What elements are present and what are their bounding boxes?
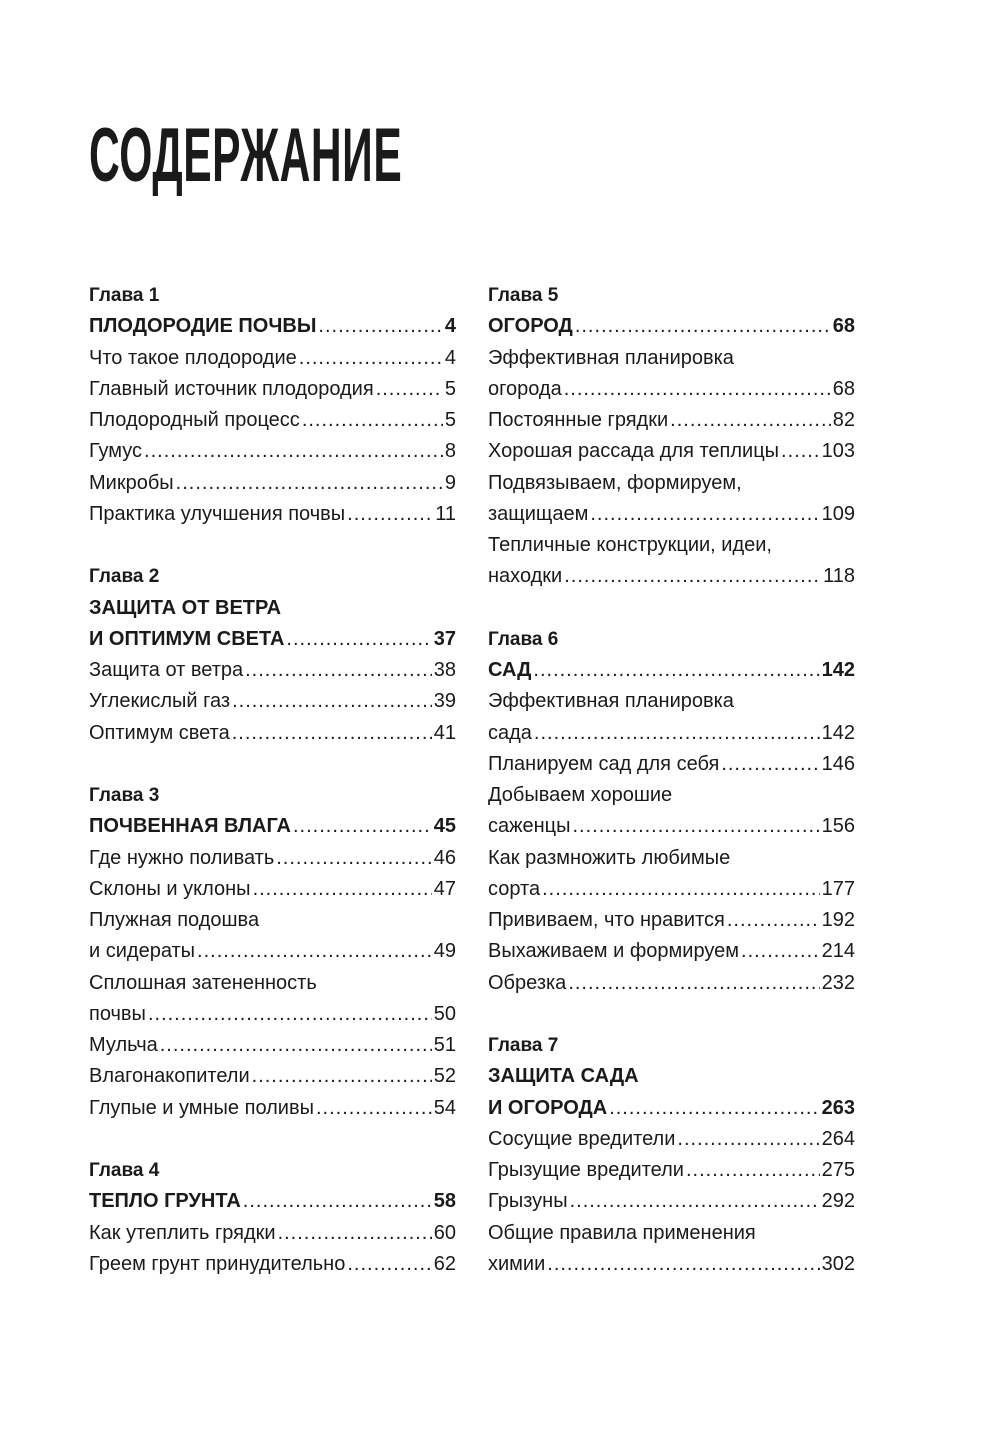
chapter-label	[488, 624, 855, 655]
chapter-label-text: Глава 1	[89, 285, 160, 306]
toc-entry-text: Влагонакопители	[89, 1065, 250, 1088]
page-number: 37	[433, 627, 456, 650]
chapter-title-text: ПОЧВЕННАЯ ВЛАГА	[89, 815, 291, 838]
page-number: 4	[444, 346, 456, 369]
dot-leader	[144, 436, 443, 467]
toc-entry	[488, 843, 855, 874]
toc-entry-text: химии	[488, 1252, 546, 1275]
toc-entry-text: Эффективная планировка	[488, 690, 734, 713]
chapter-title-text: ЗАЩИТА САДА	[488, 1065, 639, 1088]
chapter-label	[488, 1030, 855, 1061]
page-number: 156	[821, 815, 855, 838]
toc-entry-text: Выхаживаем и формируем	[488, 940, 740, 963]
page-number: 142	[821, 721, 855, 744]
dot-leader	[252, 1061, 432, 1092]
page-number: 46	[433, 846, 456, 869]
dot-leader	[721, 749, 819, 780]
dot-leader	[781, 436, 820, 467]
toc-chapter	[488, 999, 855, 1280]
toc-entry	[488, 780, 855, 811]
dot-leader	[293, 811, 432, 842]
chapter-label-text: Глава 2	[89, 566, 160, 588]
toc-entry-text: Гумус	[89, 440, 143, 463]
toc-chapter	[89, 280, 456, 530]
dot-leader	[160, 1030, 432, 1061]
toc-entry-text: Прививаем, что нравится	[488, 909, 725, 931]
page-number: 47	[433, 877, 456, 900]
chapter-title	[89, 811, 456, 842]
chapter-title-text: И ОПТИМУМ СВЕТА	[89, 627, 285, 650]
dot-leader	[286, 624, 431, 655]
page-number: 192	[821, 909, 855, 931]
dot-leader	[533, 655, 819, 686]
dot-leader	[302, 405, 443, 436]
chapter-title-text: ЗАЩИТА ОТ ВЕТРА	[89, 596, 282, 619]
page-number: 177	[821, 877, 855, 900]
toc-entry-text: Глупые и умные поливы	[89, 1096, 314, 1119]
dot-leader	[570, 1186, 820, 1217]
toc-chapter	[89, 1124, 456, 1280]
dot-leader	[534, 718, 820, 749]
toc-entry	[488, 686, 855, 717]
page-number: 5	[444, 377, 456, 400]
toc-entry-text: Тепличные конструкции, идеи,	[488, 534, 772, 556]
chapter-title-text: ПЛОДОРОДИЕ ПОЧВЫ	[89, 315, 317, 338]
page-number: 58	[433, 1190, 456, 1213]
toc-entry	[488, 405, 855, 436]
page-number: 39	[433, 690, 456, 713]
toc-entry-text: Где нужно поливать	[89, 846, 275, 869]
dot-leader	[276, 843, 432, 874]
toc-chapter	[89, 530, 456, 749]
toc-entry-text: Сосущие вредители	[488, 1127, 676, 1150]
dot-leader	[542, 874, 820, 905]
toc-entry-text: Эффективная планировка	[488, 346, 734, 369]
toc-entry	[89, 1249, 456, 1280]
toc-entry-text: защищаем	[488, 502, 589, 525]
chapter-title	[488, 311, 855, 342]
page-number: 292	[821, 1190, 855, 1213]
toc-entry	[488, 905, 855, 936]
spacer	[488, 593, 855, 624]
chapter-title-text: ОГОРОД	[488, 315, 573, 338]
page-number: 50	[433, 1002, 456, 1025]
toc-entry	[89, 436, 456, 467]
toc-entry	[488, 1155, 855, 1186]
toc-entry	[488, 749, 855, 780]
chapter-title	[89, 311, 456, 342]
dot-leader	[727, 905, 820, 936]
toc-entry-text: Защита от ветра	[89, 659, 244, 681]
spacer	[488, 999, 855, 1030]
toc-entry	[488, 718, 855, 749]
chapter-title	[488, 1061, 855, 1092]
chapter-title-text: И ОГОРОДА	[488, 1096, 608, 1119]
toc-entry-text: Главный источник плодородия	[89, 377, 374, 400]
page-number: 302	[821, 1252, 855, 1275]
dot-leader	[148, 999, 432, 1030]
toc-entry	[488, 1124, 855, 1155]
dot-leader	[741, 936, 820, 967]
page-number: 103	[821, 440, 855, 463]
dot-leader	[299, 343, 443, 374]
page-number: 62	[433, 1252, 456, 1275]
dot-leader	[376, 374, 443, 405]
page-number: 146	[821, 752, 855, 775]
chapter-label-text: Глава 3	[89, 785, 160, 806]
toc-entry	[488, 874, 855, 905]
toc-entry-text: сорта	[488, 877, 541, 900]
dot-leader	[316, 1093, 432, 1124]
page-number: 8	[444, 440, 456, 463]
toc-entry	[488, 436, 855, 467]
spacer	[89, 749, 456, 780]
chapter-title-text: САД	[488, 659, 532, 681]
toc-entry	[488, 968, 855, 999]
toc-entry-text: саженцы	[488, 815, 571, 838]
toc-entry-text: Постоянные грядки	[488, 409, 669, 431]
chapter-title	[488, 1093, 855, 1124]
dot-leader	[232, 718, 432, 749]
chapter-label	[89, 1155, 456, 1186]
toc-entry-text: сада	[488, 721, 532, 744]
dot-leader	[677, 1124, 819, 1155]
chapter-title	[488, 655, 855, 686]
dot-leader	[347, 1249, 431, 1280]
toc-entry	[89, 468, 456, 499]
page-number: 275	[821, 1159, 855, 1181]
dot-leader	[670, 405, 831, 436]
spacer	[89, 530, 456, 561]
toc-entry-text: Как размножить любимые	[488, 846, 731, 869]
toc-column-left	[89, 280, 456, 1280]
spacer	[89, 1124, 456, 1155]
toc-column-right	[488, 280, 855, 1280]
toc-entry-text: Хорошая рассада для теплицы	[488, 440, 780, 463]
dot-leader	[609, 1093, 819, 1124]
toc-entry	[488, 561, 855, 592]
toc-entry-text: Как утеплить грядки	[89, 1221, 276, 1244]
toc-entry-text: Обрезка	[488, 971, 567, 994]
toc-chapter	[488, 593, 855, 999]
page-number: 52	[433, 1065, 456, 1088]
toc-entry	[488, 468, 855, 499]
toc-entry	[488, 1186, 855, 1217]
chapter-label-text: Глава 5	[488, 285, 559, 306]
page-number: 232	[821, 971, 855, 994]
toc-entry-text: Микробы	[89, 471, 174, 494]
toc-entry	[488, 499, 855, 530]
dot-leader	[547, 1249, 819, 1280]
chapter-title-text: ТЕПЛО ГРУНТА	[89, 1190, 241, 1213]
chapter-label	[488, 280, 855, 311]
toc-entry-text: Планируем сад для себя	[488, 752, 720, 775]
toc-entry	[89, 843, 456, 874]
toc-entry-text: Углекислый газ	[89, 690, 231, 713]
toc-entry-text: Склоны и уклоны	[89, 877, 251, 900]
toc-entry	[89, 343, 456, 374]
page-number: 214	[821, 940, 855, 963]
toc-entry	[89, 1061, 456, 1092]
toc-chapter	[488, 280, 855, 593]
chapter-title	[89, 1186, 456, 1217]
dot-leader	[575, 311, 831, 342]
chapter-label-text: Глава 7	[488, 1035, 559, 1056]
toc-entry-text: Сплошная затененность	[89, 971, 317, 994]
toc-entry	[89, 499, 456, 530]
page-number: 38	[433, 659, 456, 681]
chapter-title	[89, 624, 456, 655]
page-number: 68	[832, 377, 855, 400]
page-number: 118	[823, 565, 855, 588]
dot-leader	[253, 874, 432, 905]
toc-entry-text: Плодородный процесс	[89, 409, 300, 431]
toc-entry	[488, 374, 855, 405]
toc-entry	[488, 530, 855, 561]
dot-leader	[347, 499, 433, 530]
toc-entry-text: Грызуны	[488, 1190, 568, 1213]
toc-entry	[89, 374, 456, 405]
page-number: 4	[444, 315, 456, 338]
page-number: 51	[433, 1034, 456, 1056]
page-number: 49	[433, 940, 456, 963]
dot-leader	[318, 311, 442, 342]
page-number: 263	[821, 1096, 855, 1119]
toc-entry-text: Добываем хорошие	[488, 784, 673, 806]
dot-leader	[232, 686, 432, 717]
chapter-label-text: Глава 4	[89, 1160, 160, 1181]
toc-entry	[89, 655, 456, 686]
toc-entry-text: Подвязываем, формируем,	[488, 471, 742, 494]
dot-leader	[686, 1155, 820, 1186]
toc-entry-text: Что такое плодородие	[89, 346, 297, 369]
dot-leader	[573, 811, 820, 842]
chapter-title	[89, 593, 456, 624]
dot-leader	[245, 655, 432, 686]
dot-leader	[590, 499, 819, 530]
toc-entry-text: почвы	[89, 1002, 146, 1025]
page-number: 68	[832, 315, 855, 338]
toc-entry	[488, 343, 855, 374]
dot-leader	[197, 936, 432, 967]
chapter-label	[89, 561, 456, 592]
page-number: 109	[821, 502, 855, 525]
dot-leader	[564, 374, 831, 405]
page-number: 45	[433, 815, 456, 838]
toc-entry-text: Общие правила применения	[488, 1221, 756, 1244]
toc-entry	[488, 811, 855, 842]
toc-entry-text: Мульча	[89, 1034, 158, 1056]
dot-leader	[176, 468, 443, 499]
toc-chapter	[89, 749, 456, 1124]
toc-entry-text: Греем грунт принудительно	[89, 1252, 346, 1275]
toc-entry	[89, 718, 456, 749]
page-number: 5	[444, 409, 456, 431]
toc-entry	[89, 905, 456, 936]
toc-entry	[89, 968, 456, 999]
page-title: СОДЕРЖАНИЕ	[89, 113, 403, 198]
toc-entry-text: Оптимум света	[89, 721, 230, 744]
toc-entry-text: и сидераты	[89, 940, 196, 963]
page-number: 142	[821, 659, 855, 681]
page-number: 82	[832, 409, 855, 431]
toc-entry	[89, 1093, 456, 1124]
toc-entry	[89, 874, 456, 905]
chapter-label	[89, 280, 456, 311]
toc-entry	[89, 1030, 456, 1061]
page-number: 60	[433, 1221, 456, 1244]
toc-entry-text: огорода	[488, 377, 562, 400]
toc-entry	[488, 1249, 855, 1280]
page-number: 264	[821, 1127, 855, 1150]
toc-entry-text: Плужная подошва	[89, 909, 260, 931]
page-number: 54	[433, 1096, 456, 1119]
dot-leader	[568, 968, 819, 999]
toc-entry	[89, 1218, 456, 1249]
toc-entry-text: Практика улучшения почвы	[89, 502, 346, 525]
chapter-label-text: Глава 6	[488, 628, 559, 650]
toc-entry-text: Грызущие вредители	[488, 1159, 684, 1181]
dot-leader	[278, 1218, 432, 1249]
toc-entry	[488, 936, 855, 967]
page-number: 41	[433, 721, 456, 744]
toc-entry	[488, 1218, 855, 1249]
toc-entry	[89, 999, 456, 1030]
page-number: 11	[435, 502, 456, 525]
dot-leader	[243, 1186, 432, 1217]
toc-entry	[89, 936, 456, 967]
chapter-label	[89, 780, 456, 811]
toc-entry-text: находки	[488, 565, 563, 588]
dot-leader	[564, 561, 821, 592]
toc-entry	[89, 686, 456, 717]
toc-entry	[89, 405, 456, 436]
page-number: 9	[444, 471, 456, 494]
